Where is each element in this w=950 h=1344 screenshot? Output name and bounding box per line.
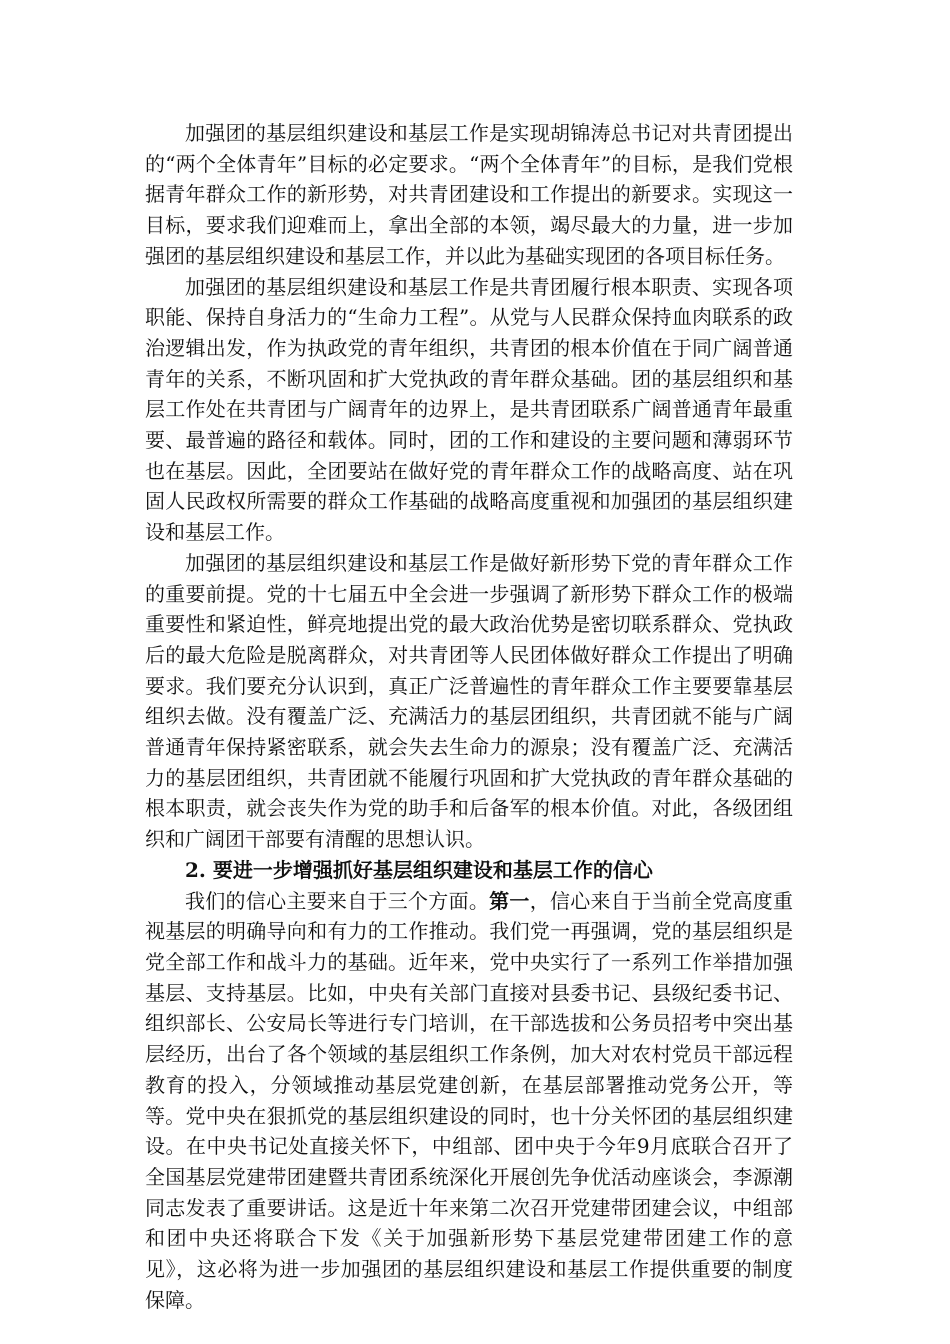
- paragraph-4-rest: ，信心来自于当前全党高度重视基层的明确导向和有力的工作推动。我们党一再强调，党的基层组织是党全部工作和战斗力的基础。近年来，党中央实行了一系列工作举措加强基层、支持基层。比如，中央有关部门直接对县委书记、县级纪委书记、组织部长、公安局长等进行专门培训，在干部选拔和公务员招考中突出基层经历，出台了各个领域的基层组织工作条例，加大对农村党员干部远程教育的投入，分领域推动基层党建创新，在基层部署推动党务公开，等等。党中央在狠抓党的基层组织建设的同时，也十分关怀团的基层组织建设。在中央书记处直接关怀下，中组部、团中央于今年9月底联合召开了全国基层党建带团建暨共青团系统深化开展创先争优活动座谈会，李源潮同志发表了重要讲话。这是近十年来第二次召开党建带团建会议，中组部和团中央还将联合下发《关于加强新形势下基层党建带团建工作的意见》，这必将为进一步加强团的基层组织建设和基层工作提供重要的制度保障。: [145, 888, 794, 1312]
- paragraph-2: 加强团的基层组织建设和基层工作是共青团履行根本职责、实现各项职能、保持自身活力的“生命力工程”。从党与人民群众保持血肉联系的政治逻辑出发，作为执政党的青年组织，共青团的根本价值在于同广阔普通青年的关系，不断巩固和扩大党执政的青年群众基础。团的基层组织和基层工作处在共青团与广阔青年的边界上，是共青团联系广阔普通青年最重要、最普遍的路径和载体。同时，团的工作和建设的主要问题和薄弱环节也在基层。因此，全团要站在做好党的青年群众工作的战略高度、站在巩固人民政权所需要的群众工作基础的战略高度重视和加强团的基层组织建设和基层工作。: [145, 274, 793, 545]
- paragraph-4: [145, 886, 793, 1316]
- paragraph-1: 加强团的基层组织建设和基层工作是实现胡锦涛总书记对共青团提出的“两个全体青年”目标的必定要求。“两个全体青年”的目标，是我们党根据青年群众工作的新形势，对共青团建设和工作提出的新要求。实现这一目标，要求我们迎难而上，拿出全部的本领，竭尽最大的力量，进一步加强团的基层组织建设和基层工作，并以此为基础实现团的各项目标任务。: [145, 121, 793, 268]
- paragraph-4-lead: 我们的信心主要来自于三个方面。: [185, 888, 490, 913]
- section-heading: 2. 要进一步增强抓好基层组织建设和基层工作的信心: [185, 857, 653, 882]
- paragraph-4-emphasis: 第一: [489, 888, 530, 913]
- document-body: [145, 118, 793, 1315]
- paragraph-3: 加强团的基层组织建设和基层工作是做好新形势下党的青年群众工作的重要前提。党的十七届五中全会进一步强调了新形势下群众工作的极端重要性和紧迫性，鲜亮地提出党的最大政治优势是密切联系群众、党执政后的最大危险是脱离群众，对共青团等人民团体做好群众工作提出了明确要求。我们要充分认识到，真正广泛普遍性的青年群众工作主要要靠基层组织去做。没有覆盖广泛、充满活力的基层团组织，共青团就不能与广阔普通青年保持紧密联系，就会失去生命力的源泉；没有覆盖广泛、充满活力的基层团组织，共青团就不能履行巩固和扩大党执政的青年群众基础的根本职责，就会丧失作为党的助手和后备军的根本价值。对此，各级团组织和广阔团干部要有清醒的思想认识。: [145, 550, 793, 852]
